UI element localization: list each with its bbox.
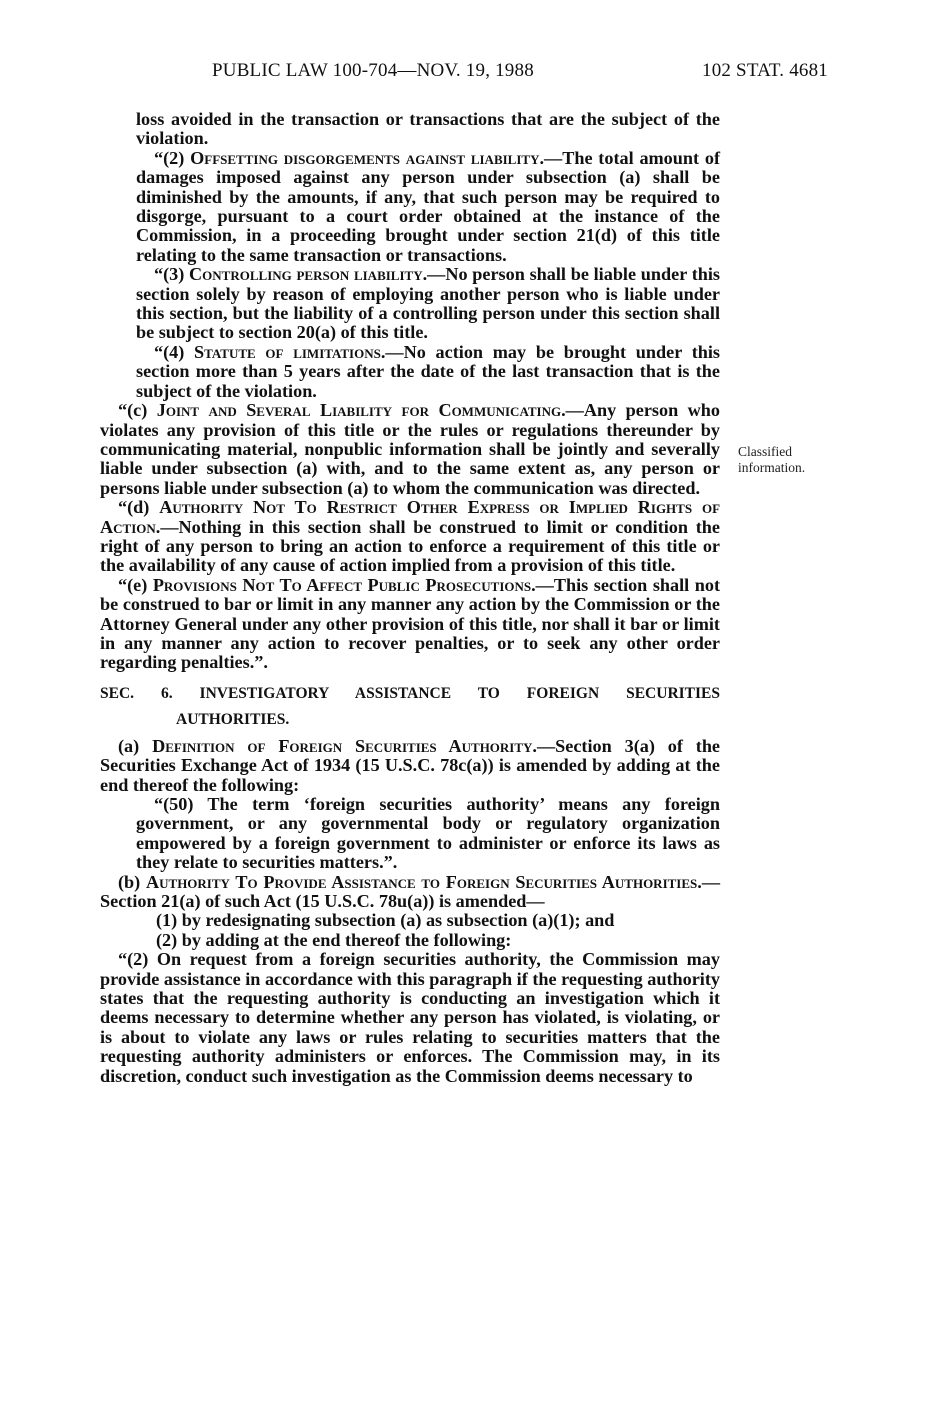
document-body (100, 110, 720, 1086)
margin-note-line1: Classified (738, 444, 792, 459)
margin-note-line2: information. (738, 460, 806, 475)
subsection-number: (a) (118, 735, 140, 756)
quoted-definition: “(50) The term ‘foreign securities authority’ means any foreign government, or any governmental body or regulatory organization empowered by a foreign government to administer or enforce its laws as they relate to securities matters.”. (136, 794, 720, 873)
subsection-text: —Nothing in this section shall be construed to limit or condition the right of any person to bring an action to enforce a requirement of this title or the availability of any cause of action implied from a provision of this title. (100, 516, 720, 576)
quoted-paragraph: “(2) On request from a foreign securities authority, the Commission may provide assistance in accordance with this paragraph if the requesting authority states that the requesting authority is conducting an investigation which it deems necessary to determine whether any person has violated, is violating, or is about to violate any laws or rules relating to securities matters that the requesting authority administers or enforces. The Commission may, in its discretion, conduct such investigation as the Commission deems necessary to (100, 949, 720, 1086)
subsection-number: “(d) (118, 497, 150, 518)
subsection-text: —This section shall not be construed to bar or limit in any manner any action by the Commission or the Attorney General under any other provision of this title, nor shall it bar or limit in any manner any action to recover penalties, or to seek any other order regarding penalties.”. (100, 574, 721, 673)
paragraph-heading: Offsetting disgorgements against liability. (190, 147, 545, 168)
subsection-heading: Authority To Provide Assistance to Foreign Securities Authorities. (146, 871, 702, 892)
subsection-heading: Provisions Not To Affect Public Prosecutions. (152, 574, 536, 595)
paragraph-heading: Controlling person liability. (189, 264, 428, 285)
subsection-heading: Definition of Foreign Securities Authority. (152, 735, 537, 756)
paragraph-continued: loss avoided in the transaction or transactions that are the subject of the violation. (136, 109, 720, 149)
page-header-title: PUBLIC LAW 100-704—NOV. 19, 1988 (212, 60, 534, 81)
section-heading-continued: AUTHORITIES. (176, 710, 290, 728)
list-item: (1) by redesignating subsection (a) as subsection (a)(1); and (156, 910, 615, 931)
subsection-a (100, 737, 720, 795)
subsection-text: —Section 3(a) of the Securities Exchange Act of 1934 (15 U.S.C. 78c(a)) is amended by adding at the end thereof the following: (100, 735, 721, 795)
paragraph-text: —No person shall be liable under this section solely by reason of employing another person who is liable under this section, but the liability of a controlling person under this section shall be subject to section 20(a) of this title. (136, 264, 720, 343)
list-item: (2) by adding at the end thereof the following: (156, 929, 512, 950)
paragraph-statute-of-limitations (100, 343, 720, 401)
paragraph-controlling-person (100, 265, 720, 343)
subsection-text: —Any person who violates any provision of this title or the rules or regulations thereunder by communicating material, nonpublic information shall be jointly and severally liable under subsection (a) with, and to the same extent as, any person or persons liable under subsection (a) to whom the communication was directed. (100, 400, 721, 498)
paragraph-offsetting (100, 149, 720, 265)
section-heading: SEC. 6. INVESTIGATORY ASSISTANCE TO FOREIGN SECURITIES (100, 684, 720, 702)
paragraph-heading: Statute of limitations. (194, 341, 386, 362)
subsection-e (100, 576, 720, 673)
subsection-number: (b) (118, 871, 141, 892)
subsection-heading: Joint and Several Liability for Communicating. (156, 400, 566, 421)
paragraph-number: “(4) (154, 341, 185, 362)
margin-note (738, 444, 805, 476)
subsection-heading: Authority Not To Restrict Other Express or Implied Rights of Action. (100, 497, 721, 537)
subsection-d (100, 498, 720, 576)
page-header-stat: 102 STAT. 4681 (702, 60, 829, 81)
paragraph-number: “(3) (154, 264, 185, 285)
subsection-number: “(c) (118, 400, 148, 421)
subsection-number: “(e) (118, 574, 148, 595)
subsection-c (100, 401, 720, 498)
paragraph-text: —No action may be brought under this section more than 5 years after the date of the last transaction that is the subject of the violation. (136, 341, 720, 401)
paragraph-number: “(2) (154, 147, 185, 168)
subsection-text: —Section 21(a) of such Act (15 U.S.C. 78u(a)) is amended— (100, 871, 720, 912)
subsection-b (100, 873, 720, 912)
paragraph-text: —The total amount of damages imposed against any person under subsection (a) shall be diminished by the amounts, if any, that such person may be required to disgorge, pursuant to a court order obtained at the instance of the Commission, in a proceeding brought under section 21(d) of this title relating to the same transaction or transactions. (136, 147, 721, 265)
